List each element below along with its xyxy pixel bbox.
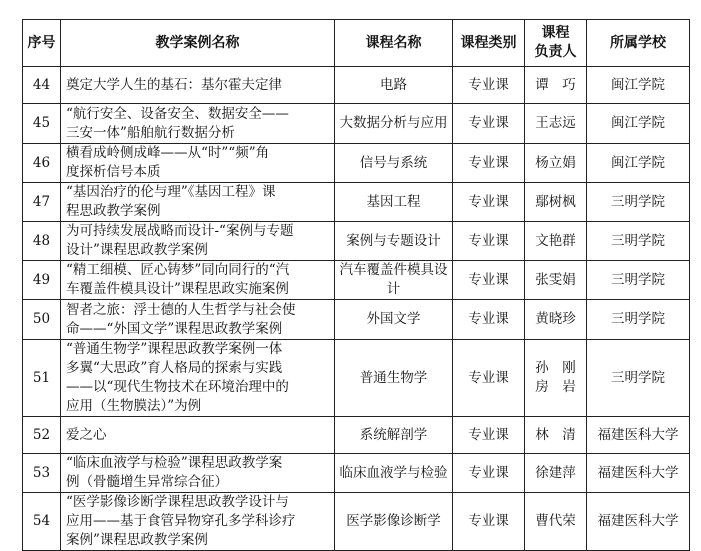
course-name-line: 系统解剖学	[359, 426, 428, 443]
school-cell: 福建医科大学	[587, 417, 690, 454]
table-row	[23, 493, 690, 551]
case-name-cell	[61, 493, 335, 551]
case-name-line: “航行安全、设备安全、数据安全——	[66, 105, 289, 122]
case-name-line: 车覆盖件模具设计”课程思政实施案例	[66, 281, 289, 297]
case-name-cell	[61, 340, 335, 417]
case-name-line: 案例”课程思政教学案例	[66, 532, 208, 548]
case-name-line: 应用——基于食管异物穿孔多学科诊疗	[66, 513, 296, 529]
row-number-cell: 45	[23, 104, 61, 144]
case-name-line: 设计”课程思政教学案例	[66, 242, 208, 258]
case-name-line: ——以“现代生物技术在环境治理中的	[66, 379, 289, 395]
case-name-cell	[61, 104, 335, 144]
case-name-cell	[61, 222, 335, 261]
leader-name: 孙 刚	[535, 360, 576, 376]
course-name-cell	[335, 300, 453, 340]
leader-cell	[525, 222, 587, 261]
leader-name: 徐建萍	[535, 464, 576, 481]
course-name-cell	[335, 67, 453, 104]
category-cell: 专业课	[453, 300, 525, 340]
row-number-cell: 51	[23, 340, 61, 417]
category-cell: 专业课	[453, 104, 525, 144]
row-number-cell: 49	[23, 261, 61, 300]
course-name-line: 电路	[380, 76, 407, 93]
course-name-line: 案例与专题设计	[346, 232, 441, 249]
case-name-line: 多翼“大思政”育人格局的探索与实践	[66, 360, 283, 376]
case-name-cell	[61, 417, 335, 454]
course-name-line: 普通生物学	[359, 369, 428, 386]
leader-name: 鄢树枫	[535, 193, 576, 210]
header-case-name: 教学案例名称	[61, 20, 335, 67]
leader-cell	[525, 261, 587, 300]
category-cell: 专业课	[453, 493, 525, 551]
table-row	[23, 417, 690, 454]
case-name-line: “基因治疗的伦与理”《基因工程》课	[66, 184, 276, 200]
case-name-line: 为可持续发展战略而设计-“案例与专题	[66, 223, 294, 239]
course-name-cell	[335, 493, 453, 551]
case-name-line: “精工细模、匠心铸梦”同向同行的“汽	[66, 262, 290, 278]
table-row	[23, 300, 690, 340]
leader-cell	[525, 417, 587, 454]
school-cell: 闽江学院	[587, 104, 690, 144]
case-name-line: 例（骨髓增生异常综合征）	[66, 474, 228, 490]
case-name-cell	[61, 183, 335, 222]
leader-cell	[525, 144, 587, 183]
leader-name: 谭 巧	[535, 76, 576, 93]
leader-cell	[525, 300, 587, 340]
course-name-line: 医学影像诊断学	[346, 513, 441, 529]
course-name-line: 大数据分析与应用	[339, 115, 448, 131]
table-row	[23, 67, 690, 104]
row-number-cell: 47	[23, 183, 61, 222]
row-number-cell: 52	[23, 417, 61, 454]
table-body	[23, 67, 690, 551]
course-name-line: 外国文学	[366, 311, 421, 327]
course-name-line: 汽车覆盖件模具设	[339, 262, 448, 278]
leader-name: 曹代荣	[535, 513, 576, 529]
course-name-cell	[335, 261, 453, 300]
table-header-row	[23, 20, 690, 67]
case-name-line: 命——“外国文学”课程思政教学案例	[66, 320, 283, 337]
school-cell: 三明学院	[587, 261, 690, 300]
case-name-cell	[61, 300, 335, 340]
leader-cell	[525, 340, 587, 417]
case-name-line: 应用（生物膜法）”为例	[66, 398, 202, 414]
school-cell: 福建医科大学	[587, 493, 690, 551]
table-row	[23, 104, 690, 144]
case-name-cell	[61, 454, 335, 493]
school-cell: 三明学院	[587, 183, 690, 222]
course-name-line: 临床血液学与检验	[339, 464, 448, 481]
row-number-cell: 50	[23, 300, 61, 340]
leader-name: 杨立娟	[535, 154, 576, 171]
table-row	[23, 261, 690, 300]
category-cell: 专业课	[453, 340, 525, 417]
row-number-cell: 53	[23, 454, 61, 493]
header-category: 课程类别	[453, 20, 525, 67]
course-name-cell	[335, 417, 453, 454]
course-name-cell	[335, 144, 453, 183]
case-name-line: 程思政教学案例	[66, 203, 161, 219]
course-name-line: 基因工程	[366, 193, 421, 210]
case-name-cell	[61, 144, 335, 183]
table-row	[23, 144, 690, 183]
leader-cell	[525, 104, 587, 144]
case-name-line: “普通生物学”课程思政教学案例一体	[66, 341, 283, 357]
leader-cell	[525, 454, 587, 493]
course-name-cell	[335, 454, 453, 493]
leader-cell	[525, 183, 587, 222]
case-name-line: 奠定大学人生的基石：基尔霍夫定律	[66, 76, 282, 93]
header-school: 所属学校	[587, 20, 690, 67]
category-cell: 专业课	[453, 222, 525, 261]
course-name-cell	[335, 340, 453, 417]
school-cell: 三明学院	[587, 340, 690, 417]
row-number-cell: 48	[23, 222, 61, 261]
category-cell: 专业课	[453, 144, 525, 183]
category-cell: 专业课	[453, 417, 525, 454]
course-name-line: 计	[386, 281, 401, 297]
leader-cell	[525, 493, 587, 551]
course-name-cell	[335, 222, 453, 261]
school-cell: 福建医科大学	[587, 454, 690, 493]
leader-name: 张雯娟	[535, 271, 576, 288]
row-number-cell: 54	[23, 493, 61, 551]
case-name-line: 横看成岭侧成峰——从“时”“频”角	[66, 145, 270, 161]
leader-name: 王志远	[535, 115, 576, 131]
category-cell: 专业课	[453, 183, 525, 222]
case-table	[22, 19, 690, 551]
course-name-line: 信号与系统	[359, 154, 428, 171]
table-row	[23, 340, 690, 417]
header-no: 序号	[23, 20, 61, 67]
case-name-line: “医学影像诊断学课程思政教学设计与	[66, 494, 289, 510]
header-leader-line1: 课程	[541, 25, 570, 41]
school-cell: 闽江学院	[587, 144, 690, 183]
category-cell: 专业课	[453, 261, 525, 300]
row-number-cell: 46	[23, 144, 61, 183]
school-cell: 三明学院	[587, 222, 690, 261]
table-row	[23, 183, 690, 222]
category-cell: 专业课	[453, 67, 525, 104]
course-name-cell	[335, 183, 453, 222]
case-name-line: 度探析信号本质	[66, 164, 161, 180]
school-cell: 三明学院	[587, 300, 690, 340]
leader-name: 文艳群	[535, 232, 576, 249]
case-name-cell	[61, 261, 335, 300]
row-number-cell: 44	[23, 67, 61, 104]
category-cell: 专业课	[453, 454, 525, 493]
header-course: 课程名称	[335, 20, 453, 67]
case-name-line: 三安一体”船舶航行数据分析	[66, 124, 235, 141]
header-leader	[525, 20, 587, 67]
leader-name: 林 清	[535, 426, 576, 443]
leader-cell	[525, 67, 587, 104]
case-name-cell	[61, 67, 335, 104]
table-row	[23, 454, 690, 493]
table-row	[23, 222, 690, 261]
leader-name: 黄晓珍	[535, 311, 576, 327]
case-name-line: “临床血液学与检验”课程思政教学案	[66, 455, 283, 471]
case-name-line: 爱之心	[66, 426, 107, 443]
school-cell: 闽江学院	[587, 67, 690, 104]
header-leader-line2: 负责人	[534, 44, 577, 60]
course-name-cell	[335, 104, 453, 144]
leader-name: 房 岩	[535, 379, 576, 395]
case-name-line: 智者之旅：浮士德的人生哲学与社会使	[66, 301, 296, 318]
